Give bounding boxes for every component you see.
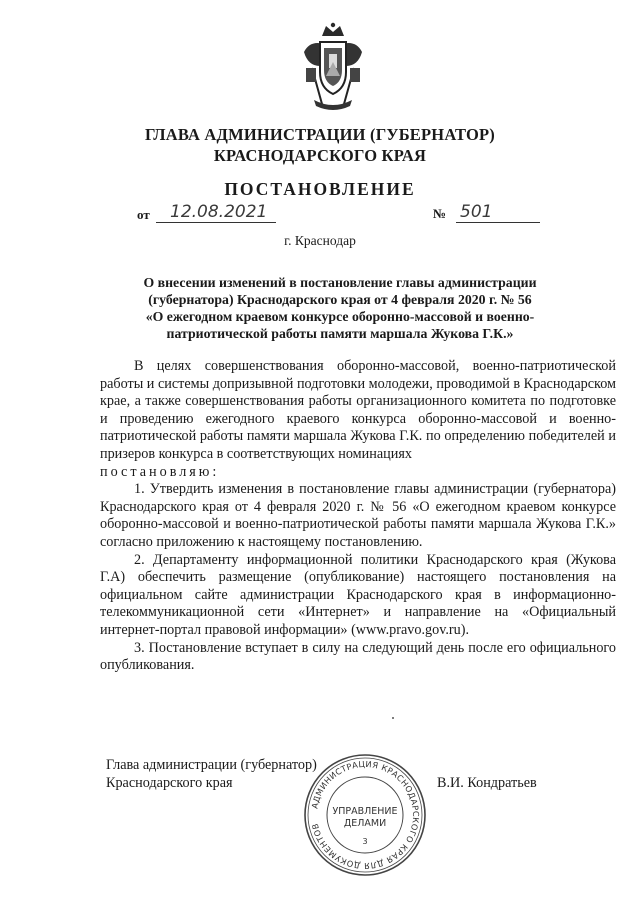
subject-line-1: О внесении изменений в постановление главы администрации xyxy=(143,275,537,290)
date-label: от xyxy=(137,207,150,222)
decree-word: постановляю: xyxy=(100,463,220,480)
stamp-ring-text: АДМИНИСТРАЦИЯ КРАСНОДАРСКОГО КРАЯ ДЛЯ ДОКУМЕНТОВ xyxy=(309,758,422,872)
number-handwritten-value: 501 xyxy=(460,202,493,222)
coat-of-arms-emblem xyxy=(300,22,366,110)
authority-header-line1: ГЛАВА АДМИНИСТРАЦИИ (ГУБЕРНАТОР) xyxy=(145,125,495,144)
signatory-position-line1: Глава администрации (губернатор) xyxy=(106,757,317,773)
signatory-position-line2: Краснодарского края xyxy=(106,775,233,791)
body-item-2: 2. Департаменту информационной политики Краснодарского края (Жукова Г.А) обеспечить размещение (опубликование) настоящего постановления на официальном сайте администрации Краснодарского края в информационно-телекоммуникационной сети «Интернет» и направление на «Официальный интернет-портал правовой информации» (www.pravo.gov.ru). xyxy=(100,551,616,638)
document-subject xyxy=(120,274,560,342)
body-item-3: 3. Постановление вступает в силу на следующий день после его официального опубликования. xyxy=(100,639,616,674)
subject-line-4: патриотической работы памяти маршала Жукова Г.К.» xyxy=(166,326,514,341)
city-line: г. Краснодар xyxy=(284,233,356,248)
signatory-name: В.И. Кондратьев xyxy=(437,775,537,791)
subject-line-2: (губернатора) Краснодарского края от 4 февраля 2020 г. № 56 xyxy=(148,292,532,307)
stamp-center-line1: УПРАВЛЕНИЕ xyxy=(332,806,398,817)
body-item-1: 1. Утвердить изменения в постановление главы администрации (губернатора) Краснодарского края от 4 февраля 2020 г. № 56 «О ежегодном краевом конкурсе оборонно-массовой и военно-патриотической работы памяти маршала Жукова Г.К.» согласно приложению к настоящему постановлению. xyxy=(100,481,616,550)
number-label: № xyxy=(433,206,447,221)
subject-line-3: «О ежегодном краевом конкурсе оборонно-массовой и военно- xyxy=(145,309,535,324)
number-underline xyxy=(456,222,540,223)
body-intro-paragraph: В целях совершенствования оборонно-массовой, военно-патриотической работы и системы допризывной подготовки молодежи, проводимой в Краснодарском крае, а также совершенствования работы организационного комитета по подготовке и проведению ежегодного краевого конкурса оборонно-массовой и военно-патриотической работы памяти маршала Жукова Г.К. по определению победителей и призеров конкурса в соответствующих номинациях xyxy=(100,358,616,462)
signatory-position xyxy=(106,756,317,792)
date-handwritten-value: 12.08.2021 xyxy=(170,202,268,222)
document-body xyxy=(100,358,616,675)
scan-speck xyxy=(392,717,394,719)
document-type-title: ПОСТАНОВЛЕНИЕ xyxy=(224,179,416,199)
authority-header-line2: КРАСНОДАРСКОГО КРАЯ xyxy=(213,146,427,165)
date-field xyxy=(137,206,150,224)
official-stamp xyxy=(302,752,428,878)
stamp-center-line2: ДЕЛАМИ xyxy=(343,818,387,829)
stamp-number: 3 xyxy=(362,837,368,846)
date-underline xyxy=(156,222,276,223)
